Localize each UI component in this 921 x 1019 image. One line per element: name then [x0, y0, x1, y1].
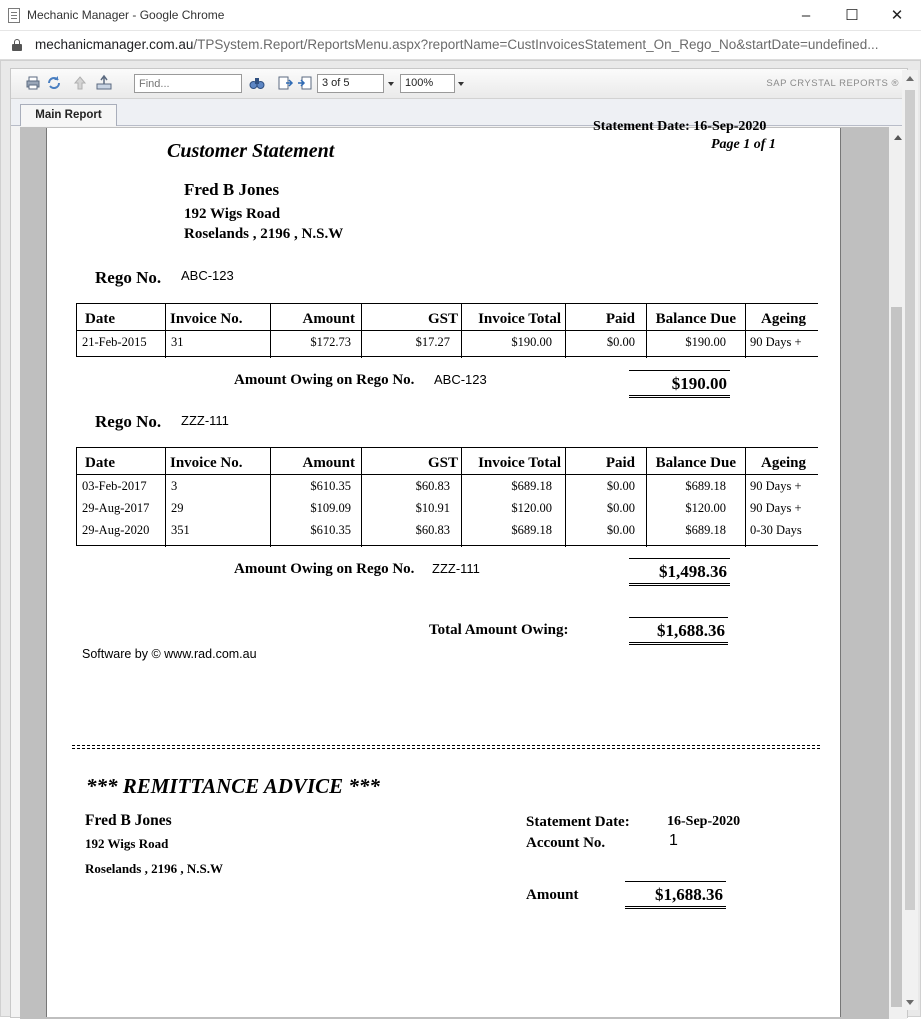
row-total: $190.00	[511, 335, 552, 349]
table-header	[77, 304, 818, 331]
column-header: GST	[427, 311, 458, 327]
software-credit: Software by © www.rad.com.au	[82, 647, 257, 661]
row-paid: $0.00	[606, 501, 635, 515]
rego-owing-total: $1,498.36	[629, 558, 730, 586]
row-ageing: 90 Days +	[750, 501, 802, 515]
table-header	[77, 448, 818, 475]
window-titlebar	[0, 0, 921, 31]
column-header: Balance Due	[655, 455, 736, 471]
close-button[interactable]: ✕	[890, 7, 904, 24]
scroll-up-icon[interactable]	[906, 76, 914, 81]
rego-label: Rego No.	[95, 412, 162, 431]
amount-owing-rego: ABC-123	[434, 372, 487, 387]
up-arrow-icon[interactable]	[72, 75, 88, 91]
row-balance: $120.00	[685, 501, 726, 515]
row-gst: $17.27	[415, 335, 450, 349]
column-header: Invoice No.	[170, 455, 243, 471]
chevron-down-icon[interactable]	[458, 82, 464, 86]
row-invoice: 29	[171, 501, 184, 515]
row-date: 21-Feb-2015	[82, 335, 147, 349]
scroll-thumb[interactable]	[905, 90, 915, 910]
row-invoice: 31	[171, 335, 184, 349]
remittance-title: *** REMITTANCE ADVICE ***	[86, 774, 380, 798]
page-scrollbar[interactable]	[902, 70, 918, 1010]
account-number-value: 1	[669, 832, 678, 849]
minimize-button[interactable]: –	[801, 7, 811, 24]
zoom-selector[interactable]: 100%	[400, 74, 455, 93]
rego-owing-total: $190.00	[629, 370, 730, 398]
page-icon	[8, 8, 20, 23]
column-header: Invoice Total	[478, 311, 561, 327]
next-page-icon[interactable]	[277, 75, 293, 91]
row-invoice: 351	[171, 523, 190, 537]
invoice-table	[76, 447, 818, 546]
row-amount: $610.35	[310, 523, 351, 537]
maximize-button[interactable]: ☐	[845, 7, 859, 24]
report-page	[46, 119, 841, 1017]
address-bar[interactable]	[0, 31, 921, 60]
tab-main-report[interactable]: Main Report	[20, 104, 117, 126]
row-gst: $60.83	[415, 523, 450, 537]
rego-value: ABC-123	[181, 268, 234, 283]
row-ageing: 0-30 Days	[750, 523, 802, 537]
row-gst: $60.83	[415, 479, 450, 493]
column-header: Amount	[302, 455, 355, 471]
account-number-label: Account No.	[526, 835, 606, 851]
url-host: mechanicmanager.com.au	[35, 37, 194, 52]
column-header: Ageing	[761, 311, 806, 327]
customer-name: Fred B Jones	[184, 180, 280, 199]
last-page-icon[interactable]	[297, 75, 313, 91]
row-total: $120.00	[511, 501, 552, 515]
row-ageing: 90 Days +	[750, 479, 802, 493]
row-balance: $190.00	[685, 335, 726, 349]
remittance-amount-label: Amount	[526, 887, 579, 903]
row-amount: $109.09	[310, 501, 351, 515]
remittance-amount-value: $1,688.36	[625, 881, 726, 909]
customer-address-line2: Roselands , 2196 , N.S.W	[184, 226, 344, 242]
chevron-down-icon[interactable]	[388, 82, 394, 86]
total-owing-label: Total Amount Owing:	[429, 622, 569, 638]
sap-crystal-logo: SAP CRYSTAL REPORTS ®	[766, 78, 899, 89]
row-balance: $689.18	[685, 523, 726, 537]
scroll-down-icon[interactable]	[906, 1000, 914, 1005]
row-balance: $689.18	[685, 479, 726, 493]
column-header: Balance Due	[655, 311, 736, 327]
refresh-icon[interactable]	[46, 75, 62, 91]
statement-date-header: Statement Date: 16-Sep-2020	[593, 119, 767, 134]
remittance-address-line2: Roselands , 2196 , N.S.W	[85, 861, 223, 876]
column-header: Invoice Total	[478, 455, 561, 471]
find-input[interactable]	[134, 74, 242, 93]
remittance-name: Fred B Jones	[85, 812, 172, 829]
column-header: Date	[85, 455, 115, 471]
statement-date-label: Statement Date:	[526, 814, 630, 830]
page-number: Page 1 of 1	[711, 137, 776, 152]
remittance-address-line1: 192 Wigs Road	[85, 836, 169, 851]
row-date: 29-Aug-2020	[82, 523, 150, 537]
viewer-toolbar	[11, 69, 907, 99]
row-ageing: 90 Days +	[750, 335, 802, 349]
amount-owing-label: Amount Owing on Rego No.	[234, 372, 415, 388]
url-text[interactable]	[35, 37, 905, 52]
rego-label: Rego No.	[95, 268, 162, 287]
row-total: $689.18	[511, 523, 552, 537]
lock-icon	[12, 39, 22, 50]
row-date: 03-Feb-2017	[82, 479, 147, 493]
statement-title: Customer Statement	[167, 140, 335, 162]
row-paid: $0.00	[606, 479, 635, 493]
print-icon[interactable]	[25, 75, 41, 91]
row-invoice: 3	[171, 479, 178, 493]
row-paid: $0.00	[606, 335, 635, 349]
row-amount: $610.35	[310, 479, 351, 493]
row-gst: $10.91	[415, 501, 450, 515]
total-owing-value: $1,688.36	[629, 617, 728, 645]
amount-owing-label: Amount Owing on Rego No.	[234, 561, 415, 577]
window-title: Mechanic Manager - Google Chrome	[27, 8, 225, 22]
column-header: Ageing	[761, 455, 806, 471]
url-path: /TPSystem.Report/ReportsMenu.aspx?reportName=CustInvoicesStatement_On_Rego_No&startDate=undefined...	[193, 37, 879, 52]
report-tabbar	[11, 99, 907, 126]
row-total: $689.18	[511, 479, 552, 493]
page-selector[interactable]: 3 of 5	[317, 74, 384, 93]
row-paid: $0.00	[606, 523, 635, 537]
column-header: GST	[427, 455, 458, 471]
column-header: Amount	[302, 311, 355, 327]
rego-value: ZZZ-111	[181, 413, 229, 428]
statement-date-value: 16-Sep-2020	[667, 814, 741, 829]
column-header: Paid	[605, 311, 635, 327]
scroll-up-icon[interactable]	[894, 135, 902, 140]
invoice-table	[76, 303, 818, 357]
export-icon[interactable]	[96, 75, 112, 91]
column-header: Invoice No.	[170, 311, 243, 327]
column-header: Paid	[605, 455, 635, 471]
row-amount: $172.73	[310, 335, 351, 349]
binoculars-icon[interactable]	[249, 75, 265, 91]
remittance-separator	[72, 745, 820, 749]
column-header: Date	[85, 311, 115, 327]
customer-address-line1: 192 Wigs Road	[184, 206, 281, 222]
amount-owing-rego: ZZZ-111	[432, 561, 480, 576]
row-date: 29-Aug-2017	[82, 501, 150, 515]
